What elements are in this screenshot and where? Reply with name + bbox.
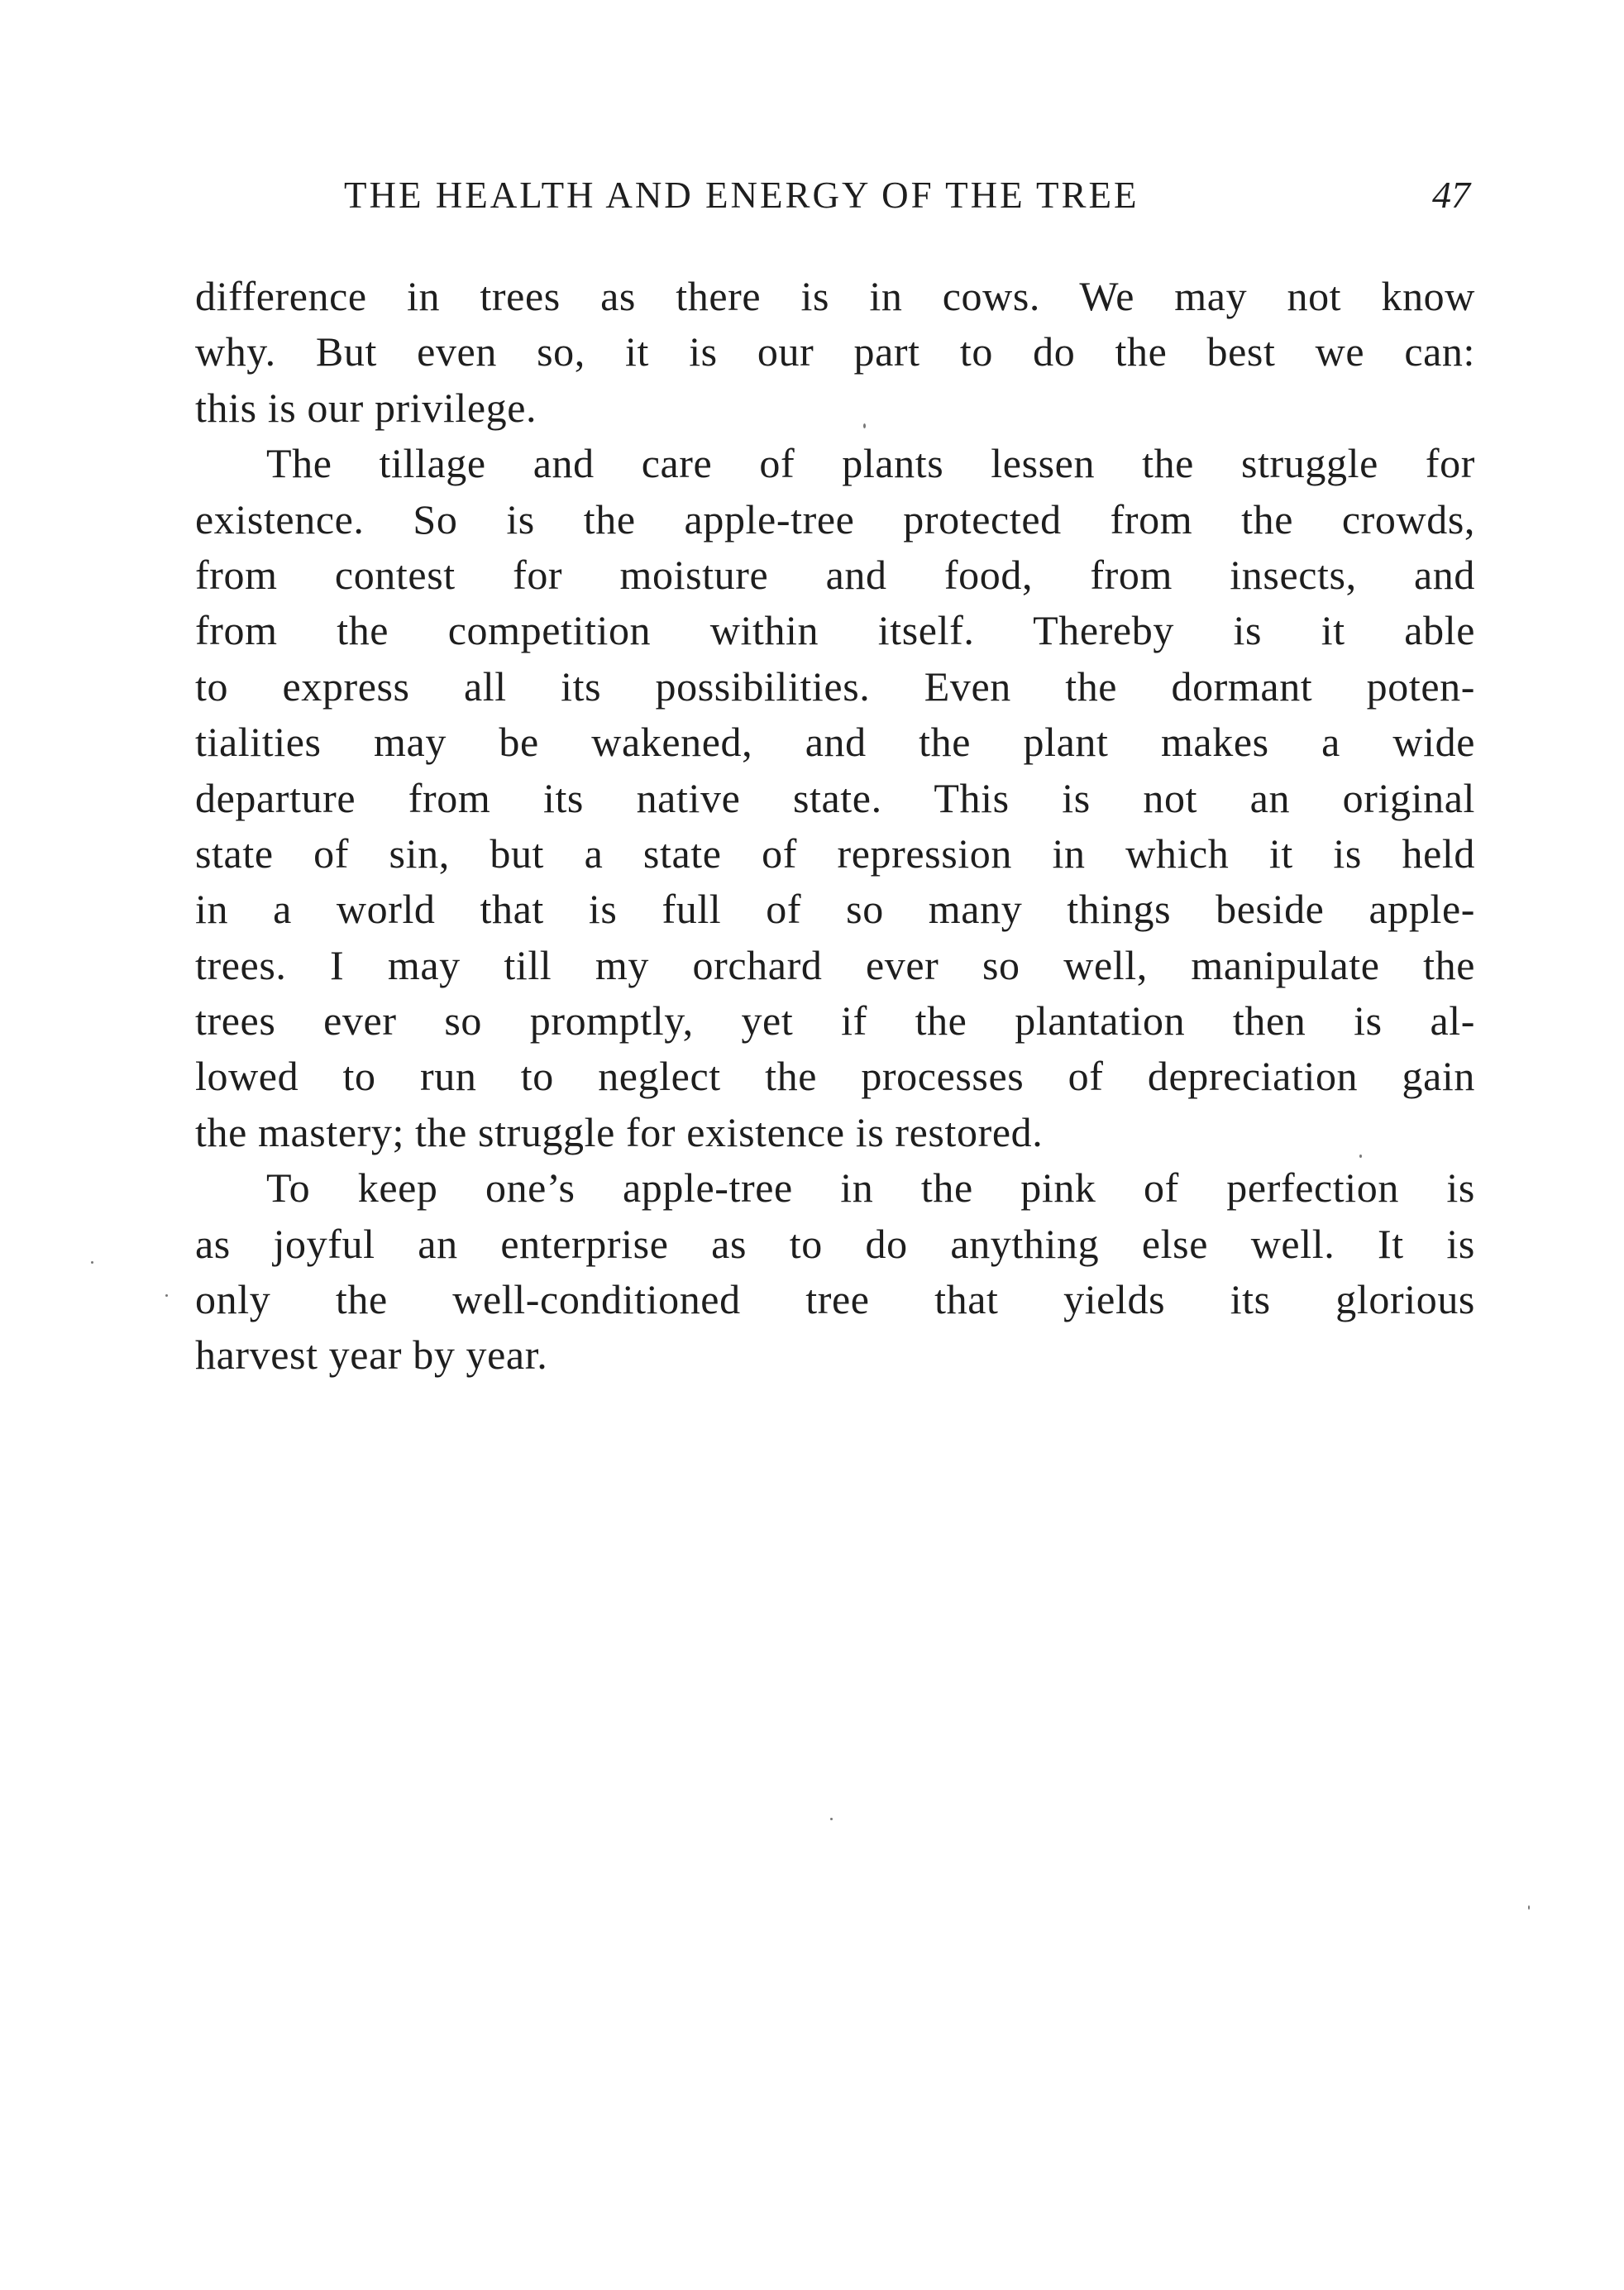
text-line: why. But even so, it is our part to do the best we can: bbox=[195, 328, 1475, 375]
text-line: this is our privilege. bbox=[195, 384, 537, 431]
text-line: state of sin, but a state of repression in which it is held bbox=[195, 829, 1475, 877]
scan-speck bbox=[863, 423, 866, 428]
scan-speck bbox=[1528, 1905, 1530, 1910]
text-line: trees ever so promptly, yet if the plantation then is al- bbox=[195, 997, 1475, 1045]
text-line: departure from its native state. This is not an original bbox=[195, 774, 1475, 821]
text-line: as joyful an enterprise as to do anything else well. It is bbox=[195, 1220, 1475, 1267]
paragraph-first-line: The tillage and care of plants lessen the struggle for bbox=[266, 440, 1475, 487]
scan-speck bbox=[91, 1261, 93, 1264]
scan-speck bbox=[830, 1818, 833, 1820]
text-line: trees. I may till my orchard ever so well, manipulate the bbox=[195, 941, 1475, 988]
text-line: in a world that is full of so many things beside apple- bbox=[195, 886, 1475, 933]
body-text bbox=[195, 269, 1475, 1384]
text-line: from the competition within itself. Thereby is it able bbox=[195, 607, 1475, 654]
text-line: existence. So is the apple-tree protected from the crowds, bbox=[195, 495, 1475, 543]
text-line: tialities may be wakened, and the plant makes a wide bbox=[195, 719, 1475, 766]
text-line: only the well-conditioned tree that yields its glorious bbox=[195, 1276, 1475, 1323]
text-line: harvest year by year. bbox=[195, 1331, 548, 1379]
running-head-title: THE HEALTH AND ENERGY OF THE TREE bbox=[344, 174, 1139, 216]
text-line: difference in trees as there is in cows. We may not know bbox=[195, 273, 1475, 319]
text-line: to express all its possibilities. Even the dormant poten- bbox=[195, 662, 1475, 710]
text-line: from contest for moisture and food, from insects, and bbox=[195, 551, 1475, 598]
paragraph-first-line: To keep one’s apple-tree in the pink of perfection is bbox=[266, 1164, 1475, 1212]
text-line: the mastery; the struggle for existence is restored. bbox=[195, 1108, 1044, 1155]
text-line: lowed to run to neglect the processes of depreciation gain bbox=[195, 1053, 1475, 1100]
running-head bbox=[195, 170, 1475, 220]
scan-speck bbox=[1359, 1155, 1362, 1158]
page-number: 47 bbox=[1432, 174, 1470, 216]
scan-speck bbox=[165, 1294, 168, 1297]
